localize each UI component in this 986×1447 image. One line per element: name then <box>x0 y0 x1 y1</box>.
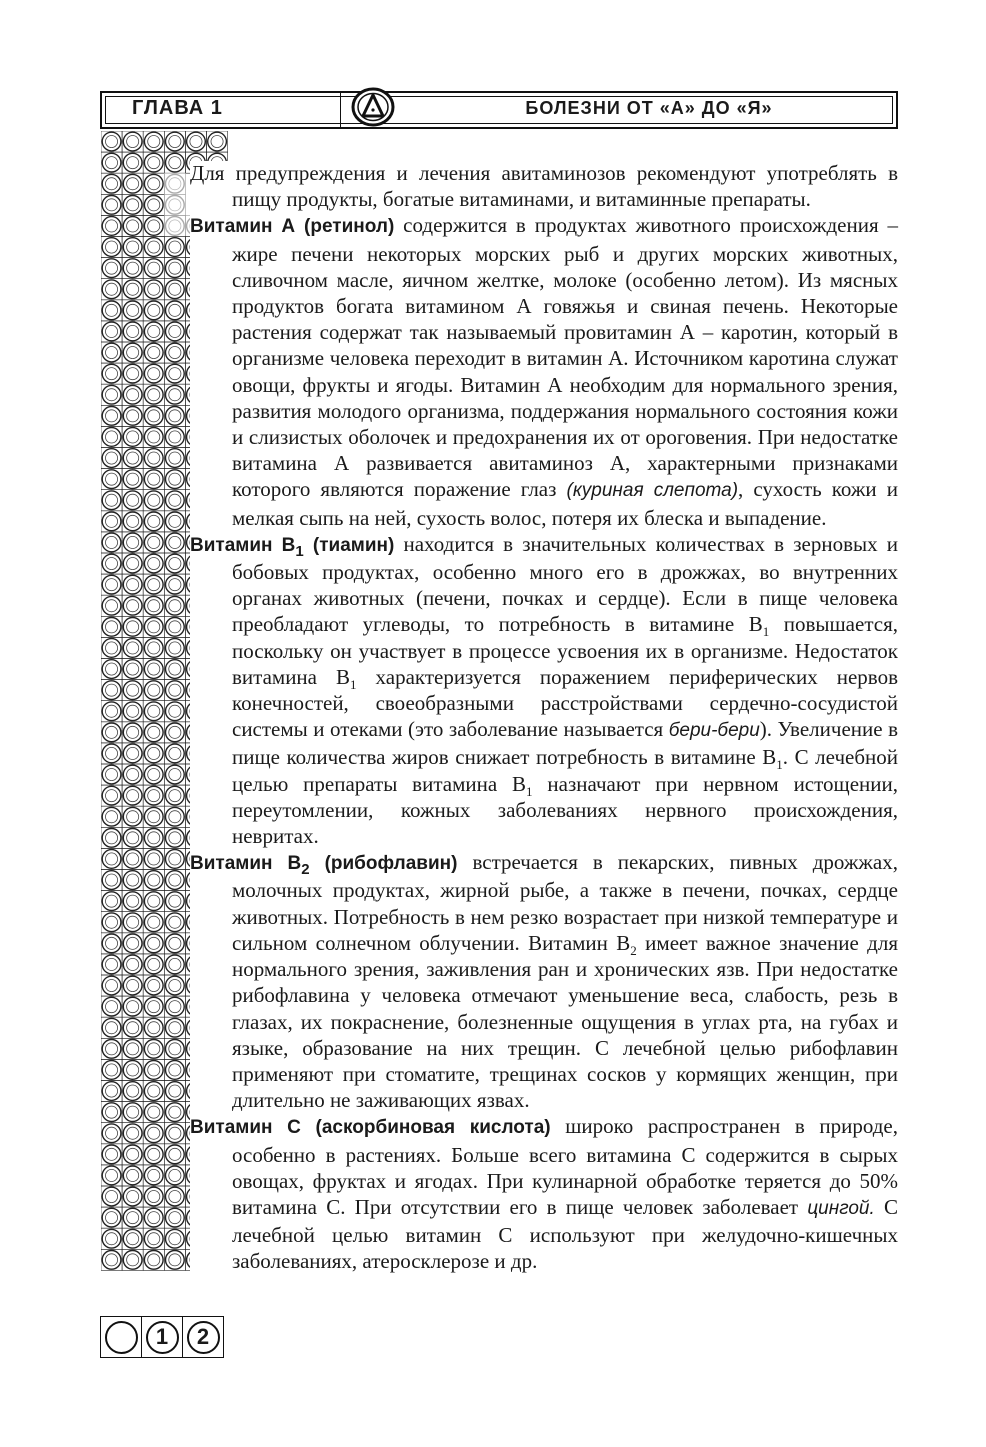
decorative-circle <box>101 532 122 553</box>
decorative-circle <box>164 954 185 975</box>
decorative-circle <box>164 1017 185 1038</box>
decorative-circle <box>143 173 164 194</box>
page-number-digit-2: 2 <box>187 1321 220 1354</box>
decorative-circle <box>164 680 185 701</box>
decorative-circle <box>143 1081 164 1102</box>
decorative-circle <box>122 1123 143 1144</box>
decorative-circle <box>143 384 164 405</box>
decorative-circle <box>164 384 185 405</box>
vitamin-b1-text-3: характеризуется поражением периферических нервов конечностей, своеобразными расстройствами сердечно-сосудистой системы и отеками (это заболевание называется <box>232 664 898 742</box>
decorative-circle <box>143 1228 164 1249</box>
decorative-circle <box>164 1059 185 1080</box>
decorative-circle <box>101 511 122 532</box>
decorative-circle <box>164 722 185 743</box>
decorative-circle <box>164 701 185 722</box>
decorative-circle <box>101 574 122 595</box>
decorative-circle <box>101 933 122 954</box>
vitamin-b2-text-1: встречается в пекарских, пивных дрожжах, молочных продуктах, жирной рыбе, а также в печени, почках, сердце животных. Потребность в нем резко возрастает при низкой температуре и сильном солнечном облучении. Витамин В <box>232 850 898 955</box>
decorative-circle <box>164 764 185 785</box>
decorative-circle <box>122 300 143 321</box>
decorative-circle <box>101 152 122 173</box>
decorative-circle <box>122 1186 143 1207</box>
decorative-circle <box>143 996 164 1017</box>
vitamin-b1-text-2: повышается, поскольку он участвует в процессе усвоения их в организме. Недостаток витамина В <box>232 612 898 689</box>
decorative-circle <box>101 258 122 279</box>
intro-paragraph: Для предупреждения и лечения авитаминозов рекомендуют употреблять в пищу продукты, богатые витаминами, и витаминные препараты. <box>190 161 898 212</box>
vitamin-b2-term <box>190 853 458 879</box>
decorative-circle <box>143 848 164 869</box>
decorative-circle <box>143 448 164 469</box>
decorative-circle <box>164 996 185 1017</box>
decorative-circle <box>143 511 164 532</box>
vitamin-b1-sub-3: 1 <box>776 757 783 773</box>
decorative-circle <box>122 511 143 532</box>
decorative-circle <box>122 848 143 869</box>
decorative-circle <box>143 194 164 215</box>
decorative-circle <box>122 1144 143 1165</box>
decorative-circle <box>164 152 185 173</box>
decorative-circle <box>122 384 143 405</box>
decorative-circle <box>101 384 122 405</box>
decorative-circle <box>122 405 143 426</box>
decorative-circle <box>164 1207 185 1228</box>
decorative-circle <box>122 258 143 279</box>
decorative-circle <box>122 1207 143 1228</box>
decorative-circle <box>143 363 164 384</box>
decorative-circle <box>143 764 164 785</box>
vitamin-b2-term-alias: (рибофлавин) <box>309 853 458 875</box>
decorative-circle <box>164 659 185 680</box>
decorative-circle <box>164 448 185 469</box>
decorative-circle <box>143 1207 164 1228</box>
decorative-circle <box>101 595 122 616</box>
decorative-circle <box>122 152 143 173</box>
vitamin-b2-term-name: Витамин В <box>190 853 302 875</box>
decorative-circle <box>101 426 122 447</box>
decorative-circle <box>122 1059 143 1080</box>
decorative-circle <box>164 1249 185 1270</box>
decorative-circle <box>122 891 143 912</box>
decorative-circle <box>101 743 122 764</box>
decorative-circle <box>101 1207 122 1228</box>
vitamin-c-text-1: широко распространен в природе, особенно в растениях. Больше всего витамина С содержится в сырых овощах, фруктах и ягодах. При кулинарной обработке теряется до 50% витамина С. При отсутствии его в пище человек заболевает <box>232 1114 898 1219</box>
decorative-circle <box>122 321 143 342</box>
vitamin-a-emphasis: (куриная слепота) <box>566 480 739 502</box>
decorative-circle <box>164 1102 185 1123</box>
decorative-circle <box>101 912 122 933</box>
vitamin-b1-sub-4: 1 <box>526 783 533 799</box>
decorative-circle <box>164 848 185 869</box>
decorative-circle <box>101 490 122 511</box>
decorative-circle <box>122 806 143 827</box>
decorative-circle <box>101 1144 122 1165</box>
decorative-circle <box>122 616 143 637</box>
page-number <box>100 1316 224 1358</box>
decorative-circle <box>101 785 122 806</box>
decorative-circle <box>143 1059 164 1080</box>
page-number-cell-2 <box>183 1317 223 1357</box>
decorative-circle <box>143 152 164 173</box>
decorative-circle <box>143 743 164 764</box>
decorative-circle <box>122 680 143 701</box>
triangle-in-circle-icon <box>350 87 396 127</box>
vitamin-b1-text-5: . С лечебной целью препараты витамина В <box>232 745 898 796</box>
decorative-circle <box>164 131 185 152</box>
decorative-circle <box>101 616 122 637</box>
decorative-circle <box>143 870 164 891</box>
decorative-circle <box>101 1081 122 1102</box>
chapter-label: ГЛАВА 1 <box>132 97 223 119</box>
decorative-circle <box>143 1165 164 1186</box>
decorative-circle <box>207 131 228 152</box>
decorative-circle <box>143 405 164 426</box>
decorative-circle <box>143 553 164 574</box>
decorative-circle <box>164 321 185 342</box>
vitamin-b1-term-name: Витамин В <box>190 534 296 556</box>
decorative-circle <box>101 764 122 785</box>
decorative-circle <box>143 279 164 300</box>
vitamin-b1-sub-1: 1 <box>762 624 770 640</box>
decorative-circle <box>122 912 143 933</box>
decorative-circle <box>164 827 185 848</box>
decorative-circle <box>122 1017 143 1038</box>
decorative-circle <box>143 342 164 363</box>
decorative-circle <box>122 870 143 891</box>
decorative-circle <box>122 659 143 680</box>
section-title: БОЛЕЗНИ ОТ «А» ДО «Я» <box>525 98 773 118</box>
decorative-circle <box>143 595 164 616</box>
decorative-circle <box>122 701 143 722</box>
decorative-circle <box>164 975 185 996</box>
decorative-circle <box>101 954 122 975</box>
decorative-circle <box>143 469 164 490</box>
page-number-digit-1: 1 <box>146 1321 179 1354</box>
vitamin-b1-term <box>190 534 395 560</box>
vitamin-b1-emphasis: бери-бери <box>668 720 760 742</box>
decorative-circle <box>122 342 143 363</box>
decorative-circle <box>164 1144 185 1165</box>
decorative-circle <box>143 1038 164 1059</box>
decorative-circle <box>122 1249 143 1270</box>
decorative-circle <box>101 637 122 658</box>
decorative-circle <box>101 806 122 827</box>
decorative-circle <box>143 1249 164 1270</box>
decorative-circle <box>101 300 122 321</box>
decorative-circle <box>101 363 122 384</box>
decorative-circle <box>143 300 164 321</box>
vitamin-a-text-1: содержится в продуктах животного происхождения – жире печени некоторых морских рыб и других морских животных, сливочном масле, яичном желтке, молоке (особенно летом). Из мясных продуктов богата витамином А говяжья и свиная печень. Некоторые растения содержат так называемый провитамин А – каротин, который в организме человека переходит в витамин А. Источником каротина служат овощи, фрукты и ягоды. Витамин А необходим для нормального зрения, развития молодого организма, поддержания нормального состояния кожи и слизистых оболочек и предохранения их от ороговения. При недостатке витамина А развивается авитаминоз А, характерными признаками которого являются поражение глаз <box>232 213 898 502</box>
decorative-circle <box>101 469 122 490</box>
decorative-circle <box>164 806 185 827</box>
decorative-circle <box>101 1186 122 1207</box>
vitamin-b2-term-subscript: 2 <box>301 861 310 879</box>
decorative-circle <box>101 848 122 869</box>
decorative-circle <box>122 131 143 152</box>
decorative-circle <box>101 215 122 236</box>
page-number-cell-1 <box>142 1317 183 1357</box>
decorative-circle <box>164 173 185 194</box>
decorative-circle <box>164 215 185 236</box>
decorative-circle <box>122 194 143 215</box>
decorative-circle <box>143 954 164 975</box>
decorative-circle <box>164 1038 185 1059</box>
decorative-circle <box>164 870 185 891</box>
decorative-circle <box>122 173 143 194</box>
decorative-circle <box>122 1165 143 1186</box>
decorative-circle <box>164 595 185 616</box>
decorative-circle <box>101 237 122 258</box>
decorative-circle <box>164 469 185 490</box>
decorative-circle <box>164 912 185 933</box>
decorative-circle <box>101 680 122 701</box>
decorative-circle <box>122 490 143 511</box>
decorative-circle <box>164 933 185 954</box>
decorative-circle <box>101 553 122 574</box>
decorative-circle <box>122 553 143 574</box>
vitamin-b2-sub-1: 2 <box>630 943 637 959</box>
decorative-circle <box>164 194 185 215</box>
decorative-circle <box>101 448 122 469</box>
vitamin-b1-text-4: ). Увеличение в пище количества жиров снижает потребность в витамине В <box>232 717 898 770</box>
decorative-circle <box>164 363 185 384</box>
decorative-circle <box>101 975 122 996</box>
vitamin-b1-sub-2: 1 <box>350 677 357 693</box>
decorative-circle <box>122 827 143 848</box>
decorative-circle <box>122 595 143 616</box>
vitamin-b2-paragraph <box>190 849 898 1113</box>
decorative-circle <box>122 237 143 258</box>
vitamin-b1-paragraph <box>190 531 898 849</box>
page-number-blank-circle <box>105 1321 138 1354</box>
vitamin-b2-text-2: имеет важное значение для нормального зрения, заживления ран и хронических язв. При недостатке рибофлавина у человека отмечают уменьшение веса, слабость, резь в глазах, их покраснение, болезненные ощущения в углах рта, на губах и языке, образование на них трещин. С лечебной целью рибофлавин применяют при стоматите, трещинах сосков у кормящих женщин, при длительно не заживающих язвах. <box>232 930 898 1113</box>
vitamin-c-emphasis: цингой. <box>807 1197 875 1219</box>
decorative-circle <box>164 532 185 553</box>
decorative-circle <box>101 996 122 1017</box>
decorative-circle <box>143 532 164 553</box>
decorative-circle <box>101 131 122 152</box>
decorative-circle <box>164 553 185 574</box>
vitamin-c-term: Витамин С (аскорбиновая кислота) <box>190 1117 551 1139</box>
page-number-cell-empty <box>101 1317 142 1357</box>
decorative-circle <box>101 405 122 426</box>
decorative-circle <box>101 321 122 342</box>
decorative-circle <box>143 321 164 342</box>
decorative-circle <box>164 574 185 595</box>
decorative-circle <box>164 616 185 637</box>
decorative-circle <box>143 785 164 806</box>
decorative-circle <box>122 1081 143 1102</box>
decorative-circle <box>164 342 185 363</box>
decorative-circle <box>143 574 164 595</box>
decorative-circle <box>143 426 164 447</box>
decorative-circle <box>164 426 185 447</box>
decorative-circle <box>122 954 143 975</box>
decorative-circle <box>143 891 164 912</box>
decorative-circle <box>101 870 122 891</box>
decorative-circle <box>143 131 164 152</box>
decorative-circle <box>143 1017 164 1038</box>
decorative-circle <box>164 785 185 806</box>
article-body <box>190 160 898 1275</box>
decorative-circle <box>122 996 143 1017</box>
decorative-circle <box>101 827 122 848</box>
decorative-circle <box>185 131 206 152</box>
decorative-circle <box>122 426 143 447</box>
vitamin-c-text-2: С лечебной целью витамин С используют при желудочно-кишечных заболеваниях, атеросклерозе и др. <box>232 1194 898 1274</box>
decorative-circle <box>101 342 122 363</box>
decorative-circle <box>164 490 185 511</box>
decorative-circle <box>101 1102 122 1123</box>
decorative-circle <box>143 237 164 258</box>
decorative-circle <box>101 279 122 300</box>
decorative-circle <box>101 659 122 680</box>
decorative-circle <box>101 173 122 194</box>
decorative-circle <box>143 258 164 279</box>
decorative-circle <box>122 532 143 553</box>
decorative-circle <box>164 1165 185 1186</box>
decorative-circle <box>122 279 143 300</box>
decorative-circle <box>122 785 143 806</box>
decorative-circle <box>143 490 164 511</box>
decorative-circle <box>143 827 164 848</box>
decorative-circle <box>143 659 164 680</box>
decorative-circle <box>143 912 164 933</box>
decorative-circle <box>122 764 143 785</box>
decorative-circle <box>164 511 185 532</box>
decorative-circle <box>101 722 122 743</box>
vitamin-b1-text-1: находится в значительных количествах в зерновых и бобовых продуктах, особенно много его в дрожжах, во внутренних органах животных (печени, почках и сердце). Если в пище человека преобладают углеводы, то потребность в витамине В <box>232 531 898 637</box>
decorative-circle <box>122 1102 143 1123</box>
decorative-circle <box>143 616 164 637</box>
decorative-circle <box>164 300 185 321</box>
decorative-circle <box>143 975 164 996</box>
decorative-circle <box>122 574 143 595</box>
decorative-circle <box>164 1186 185 1207</box>
decorative-circle <box>143 637 164 658</box>
decorative-circle <box>164 1081 185 1102</box>
decorative-circle <box>122 363 143 384</box>
decorative-circle <box>164 891 185 912</box>
decorative-circle <box>122 743 143 764</box>
decorative-circle <box>101 1123 122 1144</box>
chapter-header <box>100 91 898 129</box>
decorative-circle <box>143 1144 164 1165</box>
decorative-circle <box>101 891 122 912</box>
decorative-circle <box>164 405 185 426</box>
decorative-circle <box>101 1038 122 1059</box>
decorative-circle <box>143 701 164 722</box>
vitamin-b1-text-6: назначают при нервном истощении, переутомлении, кожных заболеваниях нервного происхождения, невритах. <box>232 771 898 849</box>
decorative-circle <box>164 637 185 658</box>
vitamin-a-paragraph <box>190 212 898 530</box>
decorative-circle <box>143 933 164 954</box>
decorative-circle <box>122 975 143 996</box>
decorative-circle <box>143 806 164 827</box>
decorative-circle <box>101 1249 122 1270</box>
header-divider <box>340 93 341 127</box>
decorative-circle <box>143 1123 164 1144</box>
decorative-circle <box>101 1165 122 1186</box>
decorative-circle <box>143 722 164 743</box>
vitamin-a-term: Витамин А (ретинол) <box>190 216 395 238</box>
decorative-circle <box>164 258 185 279</box>
decorative-circle <box>122 215 143 236</box>
decorative-circle <box>164 743 185 764</box>
decorative-circle <box>101 194 122 215</box>
vitamin-b1-term-subscript: 1 <box>295 542 304 560</box>
decorative-circle <box>122 1228 143 1249</box>
decorative-circle <box>101 701 122 722</box>
decorative-circle <box>122 933 143 954</box>
decorative-circle <box>101 1017 122 1038</box>
decorative-circle <box>143 680 164 701</box>
decorative-circle <box>164 237 185 258</box>
decorative-circle <box>143 1186 164 1207</box>
decorative-circle <box>122 722 143 743</box>
decorative-circle <box>122 637 143 658</box>
decorative-circle <box>122 469 143 490</box>
decorative-circle <box>122 1038 143 1059</box>
vitamin-a-text-2: , сухость кожи и мелкая сыпь на ней, сухость волос, потеря их блеска и выпадение. <box>232 477 898 530</box>
decorative-circle <box>143 215 164 236</box>
vitamin-b1-term-alias: (тиамин) <box>303 534 395 556</box>
decorative-circle <box>164 279 185 300</box>
decorative-circle <box>101 1228 122 1249</box>
decorative-circle <box>164 1123 185 1144</box>
decorative-circle <box>143 1102 164 1123</box>
decorative-circle <box>101 1059 122 1080</box>
vitamin-c-paragraph <box>190 1113 898 1274</box>
decorative-circle <box>122 448 143 469</box>
decorative-circle <box>164 1228 185 1249</box>
